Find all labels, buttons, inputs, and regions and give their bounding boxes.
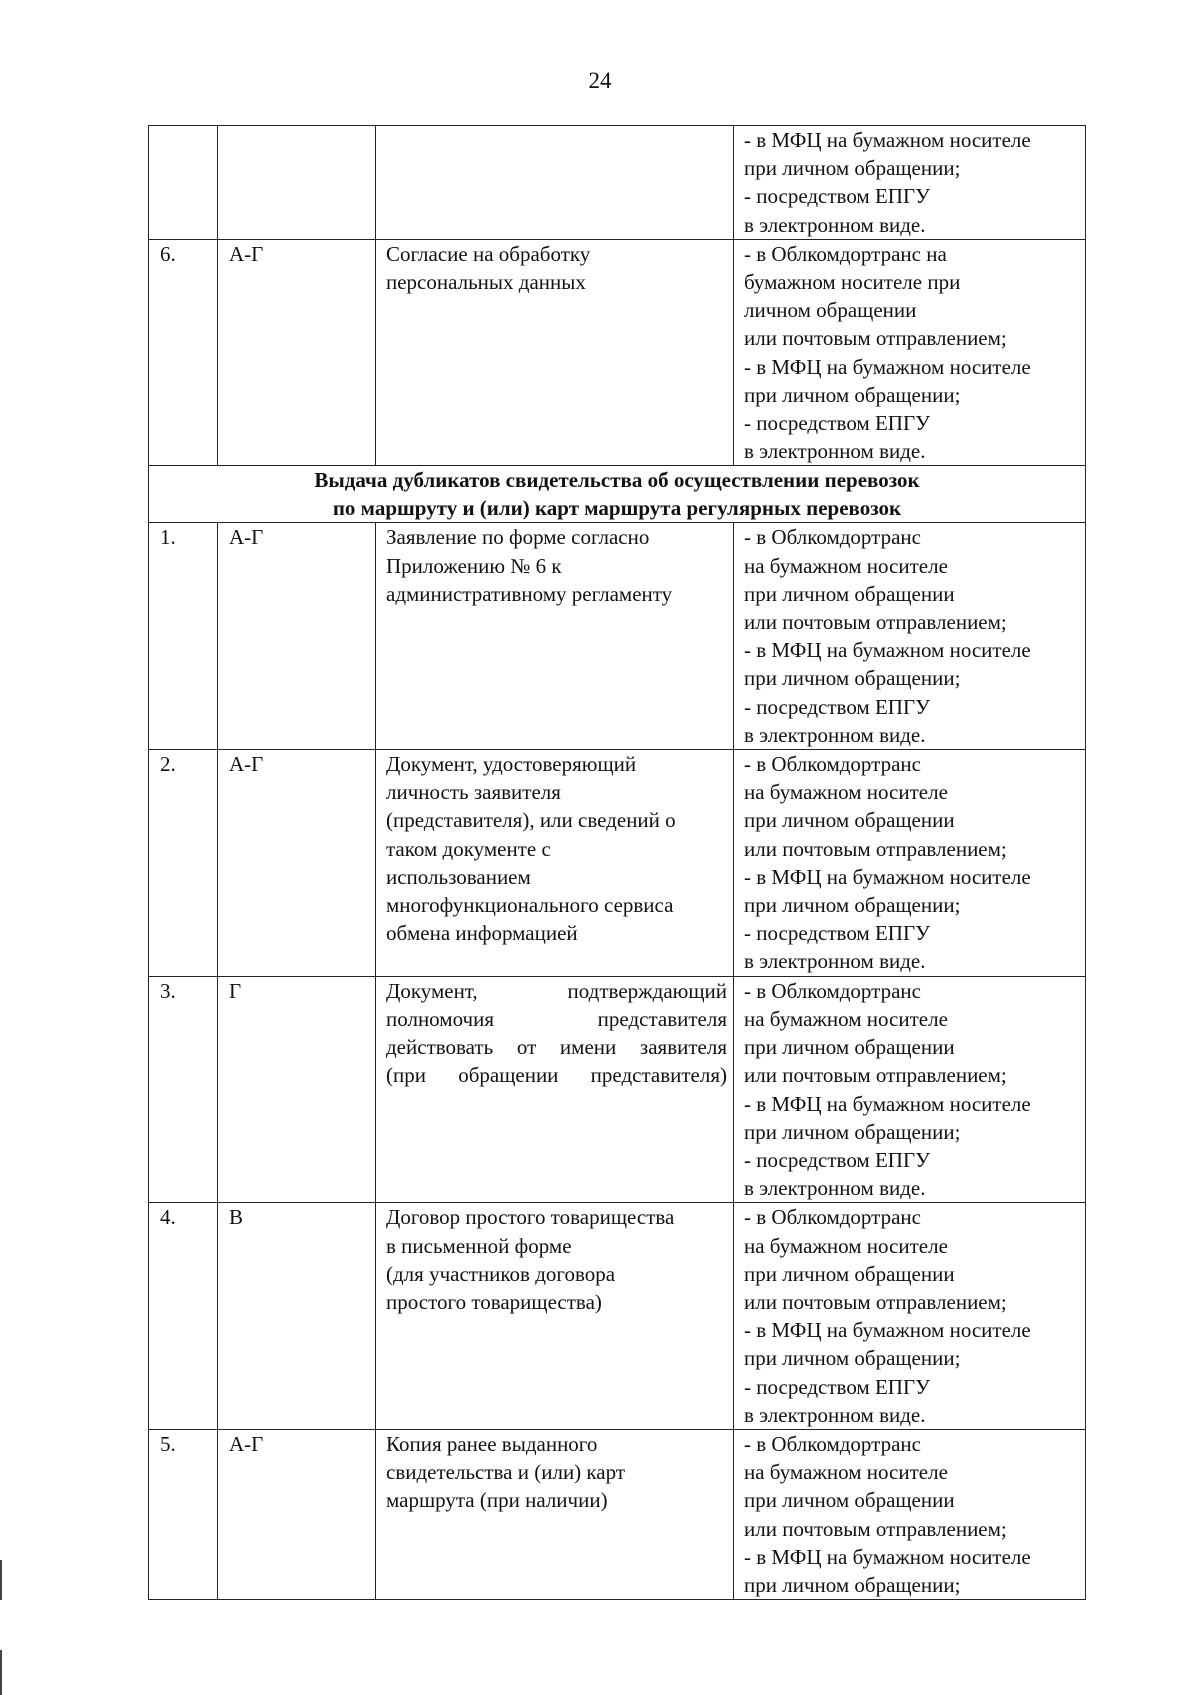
document-cell bbox=[376, 126, 734, 240]
document-cell bbox=[376, 1203, 734, 1430]
submission-ways-cell bbox=[734, 976, 1086, 1203]
document-line: Договор простого товарищества bbox=[386, 1205, 675, 1230]
document-line: Заявление по форме согласно bbox=[386, 525, 650, 550]
way-line: - посредством ЕПГУ bbox=[744, 184, 930, 209]
way-line: - в Облкомдортранс bbox=[744, 752, 921, 777]
document-cell bbox=[376, 1429, 734, 1599]
document-line: обмена информацией bbox=[386, 921, 578, 946]
way-line: в электронном виде. bbox=[744, 949, 926, 974]
table-row bbox=[149, 239, 1086, 466]
document-line: многофункционального сервиса bbox=[386, 893, 674, 918]
way-line: - в Облкомдортранс bbox=[744, 1431, 921, 1456]
category-cell bbox=[218, 126, 376, 240]
way-line: - в МФЦ на бумажном носителе bbox=[744, 638, 1031, 663]
category-cell: А-Г bbox=[218, 750, 376, 977]
row-number-cell: 6. bbox=[149, 239, 218, 466]
document-line: свидетельства и (или) карт bbox=[386, 1460, 626, 1485]
way-line: при личном обращении bbox=[744, 1261, 955, 1286]
document-line: (при обращении представителя) bbox=[386, 1063, 727, 1088]
document-line: действовать от имени заявителя bbox=[386, 1035, 727, 1060]
submission-ways-cell bbox=[734, 523, 1086, 750]
table-row-continued bbox=[149, 126, 1086, 240]
way-line: при личном обращении; bbox=[744, 666, 961, 691]
row-number-cell: 4. bbox=[149, 1203, 218, 1430]
way-line: - в МФЦ на бумажном носителе bbox=[744, 1091, 1031, 1116]
way-line: - в МФЦ на бумажном носителе bbox=[744, 1544, 1031, 1569]
page-number: 24 bbox=[588, 68, 612, 93]
way-line: в электронном виде. bbox=[744, 1402, 926, 1427]
way-line: при личном обращении; bbox=[744, 156, 961, 181]
submission-ways-cell bbox=[734, 750, 1086, 977]
section-heading-row bbox=[149, 466, 1086, 523]
document-line: административному регламенту bbox=[386, 581, 673, 606]
way-line: - посредством ЕПГУ bbox=[744, 1374, 930, 1399]
category-cell: А-Г bbox=[218, 239, 376, 466]
documents-table bbox=[148, 125, 1086, 1600]
document-cell bbox=[376, 523, 734, 750]
way-line: - в Облкомдортранс на bbox=[744, 241, 947, 266]
row-number-cell: 5. bbox=[149, 1429, 218, 1599]
category-cell: В bbox=[218, 1203, 376, 1430]
document-cell bbox=[376, 976, 734, 1203]
document-line: (представителя), или сведений о bbox=[386, 808, 676, 833]
table-row bbox=[149, 976, 1086, 1203]
way-line: - в Облкомдортранс bbox=[744, 978, 921, 1003]
way-line: в электронном виде. bbox=[744, 212, 926, 237]
way-line: или почтовым отправлением; bbox=[744, 326, 1007, 351]
way-line: при личном обращении; bbox=[744, 1572, 961, 1597]
way-line: - в МФЦ на бумажном носителе bbox=[744, 354, 1031, 379]
way-line: - посредством ЕПГУ bbox=[744, 411, 930, 436]
category-cell: А-Г bbox=[218, 523, 376, 750]
way-line: - посредством ЕПГУ bbox=[744, 1147, 930, 1172]
document-line: Копия ранее выданного bbox=[386, 1431, 598, 1456]
way-line: в электронном виде. bbox=[744, 439, 926, 464]
document-line: личность заявителя bbox=[386, 780, 561, 805]
way-line: на бумажном носителе bbox=[744, 780, 948, 805]
row-number-cell: 1. bbox=[149, 523, 218, 750]
way-line: на бумажном носителе bbox=[744, 1006, 948, 1031]
table-row bbox=[149, 1203, 1086, 1430]
document-line: Согласие на обработку bbox=[386, 241, 591, 266]
way-line: или почтовым отправлением; bbox=[744, 1516, 1007, 1541]
table-row bbox=[149, 750, 1086, 977]
way-line: или почтовым отправлением; bbox=[744, 1063, 1007, 1088]
section-heading bbox=[149, 466, 1086, 523]
way-line: - в МФЦ на бумажном носителе bbox=[744, 1318, 1031, 1343]
way-line: - посредством ЕПГУ bbox=[744, 921, 930, 946]
document-cell bbox=[376, 239, 734, 466]
way-line: на бумажном носителе bbox=[744, 1233, 948, 1258]
way-line: на бумажном носителе bbox=[744, 1460, 948, 1485]
document-line: в письменной форме bbox=[386, 1233, 572, 1258]
category-cell: А-Г bbox=[218, 1429, 376, 1599]
way-line: при личном обращении bbox=[744, 1035, 955, 1060]
way-line: личном обращении bbox=[744, 298, 917, 323]
submission-ways-cell bbox=[734, 1429, 1086, 1599]
category-cell: Г bbox=[218, 976, 376, 1203]
way-line: или почтовым отправлением; bbox=[744, 836, 1007, 861]
table-row bbox=[149, 1429, 1086, 1599]
section-heading-line: по маршруту и (или) карт маршрута регулярных перевозок bbox=[332, 496, 902, 521]
way-line: при личном обращении bbox=[744, 808, 955, 833]
document-line: персональных данных bbox=[386, 270, 586, 295]
way-line: или почтовым отправлением; bbox=[744, 1289, 1007, 1314]
way-line: - посредством ЕПГУ bbox=[744, 694, 930, 719]
way-line: при личном обращении; bbox=[744, 382, 961, 407]
way-line: в электронном виде. bbox=[744, 1176, 926, 1201]
document-line: Приложению № 6 к bbox=[386, 553, 562, 578]
document-line: маршрута (при наличии) bbox=[386, 1488, 608, 1513]
way-line: - в МФЦ на бумажном носителе bbox=[744, 864, 1031, 889]
submission-ways-cell bbox=[734, 239, 1086, 466]
submission-ways-cell bbox=[734, 126, 1086, 240]
document-line: использованием bbox=[386, 864, 531, 889]
row-number-cell bbox=[149, 126, 218, 240]
way-line: при личном обращении; bbox=[744, 1119, 961, 1144]
scan-edge-mark bbox=[0, 1650, 2, 1695]
section-heading-line: Выдача дубликатов свидетельства об осуществлении перевозок bbox=[314, 468, 920, 493]
submission-ways-cell bbox=[734, 1203, 1086, 1430]
way-line: или почтовым отправлением; bbox=[744, 610, 1007, 635]
document-line: (для участников договора bbox=[386, 1261, 616, 1286]
document-line: полномочия представителя bbox=[386, 1006, 727, 1031]
way-line: - в МФЦ на бумажном носителе bbox=[744, 128, 1031, 152]
way-line: бумажном носителе при bbox=[744, 270, 961, 295]
document-cell bbox=[376, 750, 734, 977]
row-number-cell: 3. bbox=[149, 976, 218, 1203]
document-line: таком документе с bbox=[386, 836, 551, 861]
way-line: при личном обращении bbox=[744, 581, 955, 606]
table-row bbox=[149, 523, 1086, 750]
document-line: Документ, подтверждающий bbox=[386, 978, 727, 1003]
document-line: простого товарищества) bbox=[386, 1289, 602, 1314]
document-line: Документ, удостоверяющий bbox=[386, 752, 637, 777]
way-line: - в Облкомдортранс bbox=[744, 1205, 921, 1230]
way-line: - в Облкомдортранс bbox=[744, 525, 921, 550]
way-line: при личном обращении; bbox=[744, 1346, 961, 1371]
way-line: в электронном виде. bbox=[744, 722, 926, 747]
scan-edge-mark bbox=[0, 1560, 2, 1600]
way-line: при личном обращении bbox=[744, 1488, 955, 1513]
way-line: при личном обращении; bbox=[744, 893, 961, 918]
row-number-cell: 2. bbox=[149, 750, 218, 977]
way-line: на бумажном носителе bbox=[744, 553, 948, 578]
